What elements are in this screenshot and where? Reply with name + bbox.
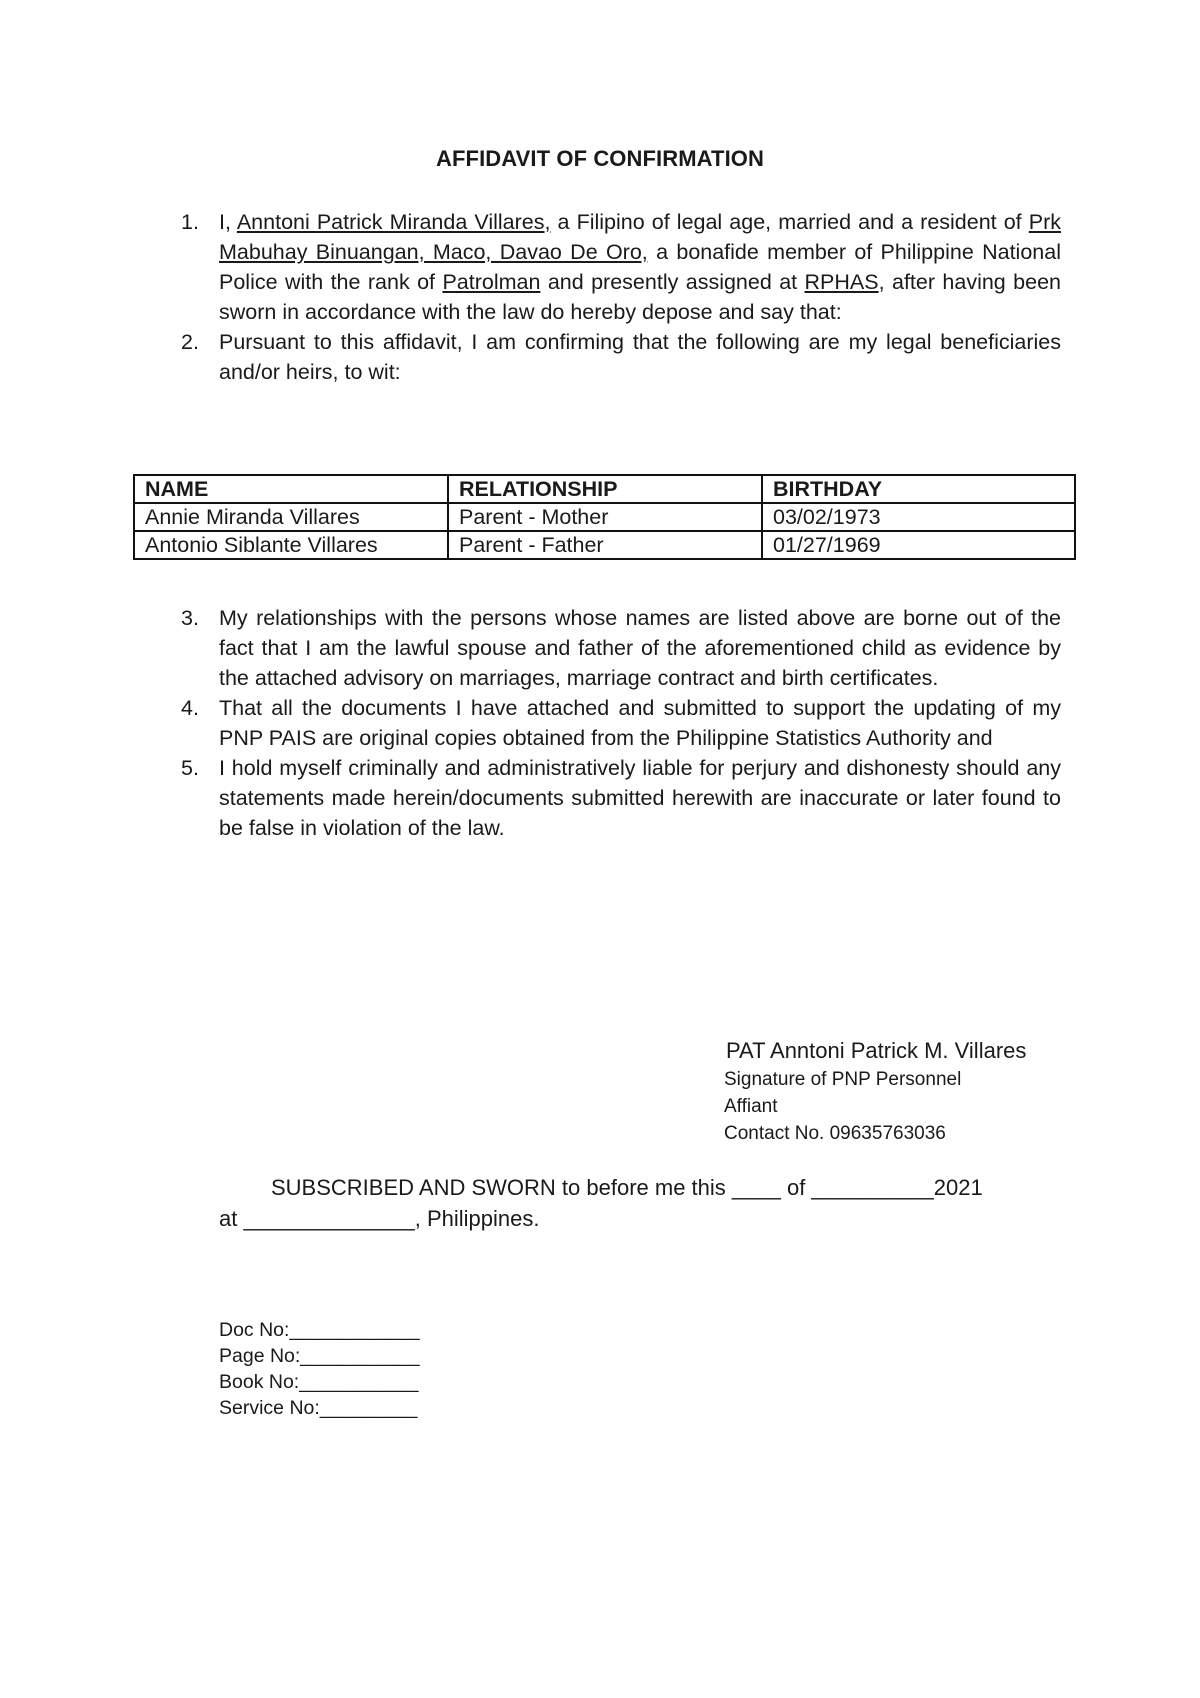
statement-number: 3.: [181, 606, 199, 630]
statement-4-text: That all the documents I have attached and submitted to support the updating of my PNP PAIS are original copies obtained from the Philippine Statistics Authority and: [219, 696, 1061, 750]
signature-block: [726, 1036, 1026, 1147]
contact-number: Contact No. 09635763036: [724, 1123, 946, 1144]
cell-birthday: 03/02/1973: [762, 503, 1075, 531]
table-header-row: [134, 475, 1075, 503]
statement-1-text-b: a bonafide member of Philippine National Police with the rank of: [219, 240, 1061, 294]
statements-list-top: [181, 207, 1061, 387]
affiant-name: Anntoni Patrick Miranda Villares,: [236, 210, 551, 234]
statement-1-text-c: and presently assigned at: [540, 270, 805, 294]
cell-name: Antonio Siblante Villares: [134, 531, 448, 559]
jurat-line-2: at ______________, Philippines.: [219, 1206, 540, 1231]
cell-birthday: 01/27/1969: [762, 531, 1075, 559]
statement-3-text: My relationships with the persons whose names are listed above are borne out of the fact that I am the lawful spouse and father of the aforementioned child as evidence by the attached advisory on marriages, marriage contract and birth certificates.: [219, 606, 1061, 690]
statement-1-intro: I,: [219, 210, 237, 234]
statement-2: [181, 327, 1061, 387]
book-no: Book No:___________: [219, 1371, 419, 1393]
cell-relationship: Parent - Father: [448, 531, 762, 559]
statement-5-text: I hold myself criminally and administratively liable for perjury and dishonesty should any statements made herein/documents submitted herewith are inaccurate or later found to be false in violation of the law.: [219, 756, 1061, 840]
statement-5: [181, 753, 1061, 843]
statements-list-bottom: [181, 603, 1061, 843]
cell-name: Annie Miranda Villares: [134, 503, 448, 531]
statement-3: [181, 603, 1061, 693]
cell-relationship: Parent - Mother: [448, 503, 762, 531]
signatory-name: PAT Anntoni Patrick M. Villares: [726, 1038, 1027, 1063]
statement-number: 1.: [181, 210, 199, 234]
page-no: Page No:___________: [219, 1345, 420, 1367]
doc-no: Doc No:____________: [219, 1319, 420, 1341]
affiant-rank: Patrolman: [442, 270, 541, 294]
jurat-line-1: SUBSCRIBED AND SWORN to before me this ____ of __________2021: [271, 1175, 983, 1200]
service-no: Service No:_________: [219, 1397, 418, 1419]
statement-1-text-d: , after having been sworn in accordance with the law do hereby depose and say that:: [219, 270, 1061, 324]
header-birthday: BIRTHDAY: [762, 475, 1075, 503]
statement-1: [181, 207, 1061, 327]
header-relationship: RELATIONSHIP: [448, 475, 762, 503]
beneficiaries-table: [133, 474, 1076, 560]
affiant-address: Prk Mabuhay Binuangan, Maco, Davao De Oro,: [219, 210, 1061, 264]
header-name: NAME: [134, 475, 448, 503]
statement-1-text-a: a Filipino of legal age, married and a resident of: [550, 210, 1029, 234]
table-row: [134, 503, 1075, 531]
signature-label: Signature of PNP Personnel: [724, 1069, 962, 1090]
document-title: AFFIDAVIT OF CONFIRMATION: [436, 146, 764, 171]
statement-4: [181, 693, 1061, 753]
table-row: [134, 531, 1075, 559]
statement-number: 4.: [181, 696, 199, 720]
signatory-role: Affiant: [724, 1096, 778, 1117]
jurat-block: [219, 1172, 1061, 1234]
notarial-register-block: [219, 1317, 420, 1421]
statement-2-text: Pursuant to this affidavit, I am confirming that the following are my legal beneficiaries and/or heirs, to wit:: [219, 330, 1061, 384]
statement-number: 2.: [181, 330, 199, 354]
affiant-assignment: RPHAS: [804, 270, 879, 294]
statement-number: 5.: [181, 756, 199, 780]
